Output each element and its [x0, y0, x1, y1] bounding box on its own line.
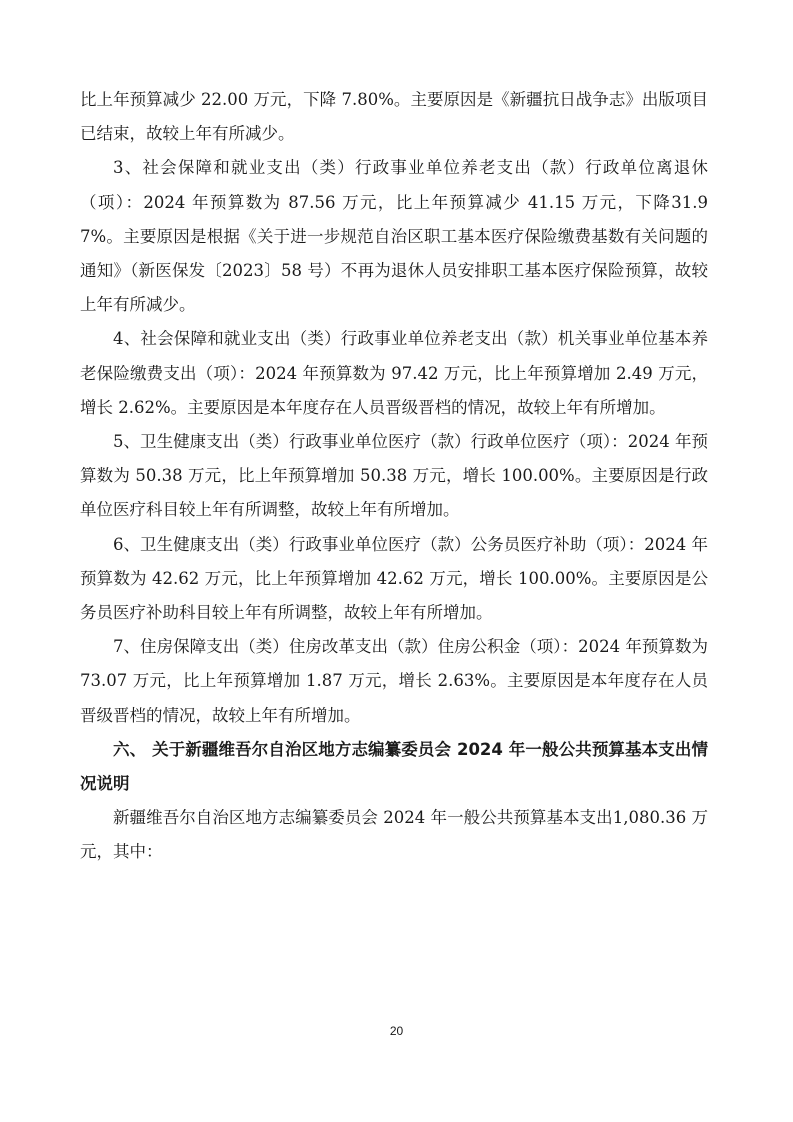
paragraph-item-7: 7、住房保障支出（类）住房改革支出（款）住房公积金（项）：2024 年预算数为 73.07 万元，比上年预算增加 1.87 万元，增长 2.63%。主要原因是本年度存在人员晋级晋档的情况，故较上年有所增加。	[80, 637, 708, 725]
paragraph-item-3: 3、社会保障和就业支出（类）行政事业单位养老支出（款）行政单位离退休（项）：2024 年预算数为 87.56 万元，比上年预算减少 41.15 万元，下降31.97%。主要原因是根据《关于进一步规范自治区职工基本医疗保险缴费基数有关问题的通知》（新医保发〔2023〕58 号）不再为退休人员安排职工基本医疗保险预算，故较上年有所减少。	[80, 158, 708, 315]
paragraph-item-5: 5、卫生健康支出（类）行政事业单位医疗（款）行政单位医疗（项）：2024 年预算数为 50.38 万元，比上年预算增加 50.38 万元，增长 100.00%。主要原因是行政单位医疗科目较上年有所调整，故较上年有所增加。	[80, 432, 708, 520]
document-body	[80, 83, 708, 870]
paragraph-continuation: 比上年预算减少 22.00 万元，下降 7.80%。主要原因是《新疆抗日战争志》出版项目已结束，故较上年有所减少。	[80, 90, 708, 144]
paragraph-section-intro: 新疆维吾尔自治区地方志编纂委员会 2024 年一般公共预算基本支出1,080.36 万元，其中：	[80, 808, 708, 862]
page-number: 20	[389, 1024, 404, 1038]
paragraph-item-4: 4、社会保障和就业支出（类）行政事业单位养老支出（款）机关事业单位基本养老保险缴费支出（项）：2024 年预算数为 97.42 万元，比上年预算增加 2.49 万元，增长 2.62%。主要原因是本年度存在人员晋级晋档的情况，故较上年有所增加。	[80, 329, 708, 417]
paragraph-item-6: 6、卫生健康支出（类）行政事业单位医疗（款）公务员医疗补助（项）：2024 年预算数为 42.62 万元，比上年预算增加 42.62 万元，增长 100.00%。主要原因是公务员医疗补助科目较上年有所调整，故较上年有所增加。	[80, 534, 708, 623]
section-heading: 六、 关于新疆维吾尔自治区地方志编纂委员会 2024 年一般公共预算基本支出情况说明	[80, 739, 708, 794]
